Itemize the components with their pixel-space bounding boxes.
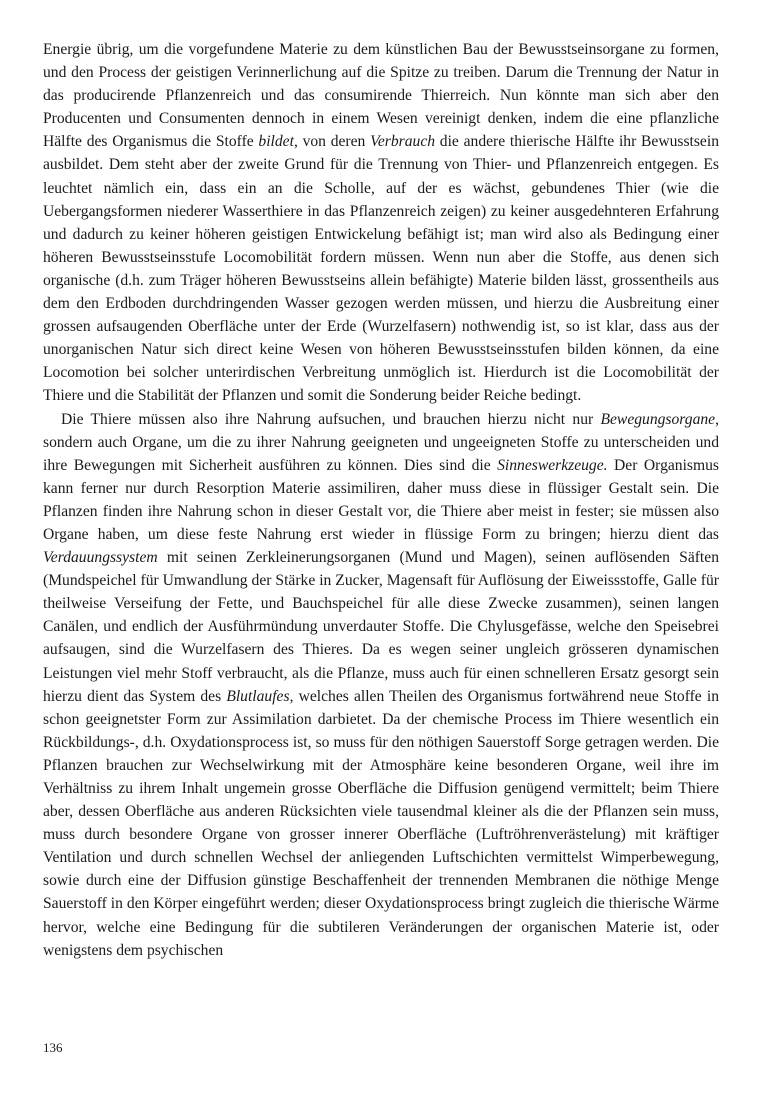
paragraph-p1 <box>43 38 719 408</box>
italic-term: Bewegungsorgane <box>600 410 716 428</box>
body-text <box>43 38 719 962</box>
page-body <box>43 38 719 962</box>
text-run: , welches allen Theilen des Organismus fortwährend neue Stoffe in schon geeignetster Form zur Assimilation darbietet. Da der chemische Process im Thiere wesentlich ein Rückbildungs-, d.h. Oxydationsprocess ist, so muss für den nöthigen Sauerstoff Sorge getragen werden. Die Pflanzen brauchen zur Wechselwirkung mit der Atmosphäre keine besonderen Organe, weil ihre im Verhältniss zu ihrem Inhalt ungemein grosse Oberfläche die Diffusion genügend vermittelt; beim Thiere aber, dessen Oberfläche aus anderen Rücksichten viele tausendmal kleiner als die der Pflanzen sein muss, muss durch besondere Organe von grosser innerer Oberfläche (Luftröhrenverästelung) mit kräftiger Ventilation und durch schnellen Wechsel der anliegenden Luftschichten vermittelst Wimperbewegung, sowie durch eine der Diffusion günstige Beschaffenheit der trennenden Membranen die nöthige Menge Sauerstoff in den Körper eingeführt werden; dieser Oxydationsprocess bringt zugleich die thierische Wärme hervor, welche eine Bedingung für die subtileren Veränderungen der organischen Materie ist, oder wenigstens dem psychischen <box>43 687 719 959</box>
text-run: , von deren <box>293 133 371 151</box>
italic-term: Blutlaufes <box>226 687 290 705</box>
italic-term: Verdauungssystem <box>43 549 158 567</box>
text-run: Die Thiere müssen also ihre Nahrung aufsuchen, und brauchen hierzu nicht nur <box>61 410 601 428</box>
italic-term: Verbrauch <box>370 133 436 151</box>
page-number: 136 <box>43 1040 63 1055</box>
text-run: die andere thierische Hälfte ihr Bewusstsein ausbildet. Dem steht aber der zweite Grund für die Trennung von Thier- und Pflanzenreich entgegen. Es leuchtet nämlich ein, dass ein an die Scholle, auf der es wächst, gebundenes Thier (wie die Uebergangsformen niederer Wasserthiere in das Pflanzenreich zeigen) zu keiner ausgedehnteren Erfahrung und dadurch zu keiner höheren geistigen Entwickelung befähigt ist; man wird also als Bedingung einer höheren Bewusstseinsstufe Locomobilität fordern müssen. Wenn nun aber die Stoffe, aus denen sich organische (d.h. zum Träger höheren Bewusstseins allein befähigte) Materie bilden lässt, grossentheils aus dem den Erdboden durchdringenden Wasser gezogen werden müssen, und hierzu die Ausbreitung einer grossen aufsaugenden Oberfläche unter der Erde (Wurzelfasern) nothwendig ist, so ist klar, dass aus der unorganischen Natur sich direct keine Wesen von höheren Bewusstseinsstufen bilden können, da eine Locomotion bei solcher unterirdischen Verbreitung unmöglich ist. Hierdurch ist die Locomobilität der Thiere und die Stabilität der Pflanzen und somit die Sonderung beider Reiche bedingt. <box>43 133 719 405</box>
text-run: Der Organismus kann ferner nur durch Resorption Materie assimiliren, daher muss diese in flüssiger Gestalt sein. Die Pflanzen finden ihre Nahrung schon in dieser Gestalt vor, die Thiere aber meist in fester; sie müssen also Organe haben, um diese feste Nahrung erst wieder in flüssige Form zu bringen; hierzu dient das <box>43 456 719 543</box>
italic-term: bildet <box>258 133 294 151</box>
text-run: mit seinen Zerkleinerungsorganen (Mund und Magen), seinen auflösenden Säften (Mundspeichel für Umwandlung der Stärke in Zucker, Magensaft für Auflösung der Eiweissstoffe, Galle für theilweise Verseifung der Fette, und Bauchspeichel für alle diese Zwecke zusammen), seinen langen Canälen, und endlich der Ausführmündung unverdauter Stoffe. Die Chylusgefässe, welche den Speisebrei aufsaugen, sind die Wurzelfasern des Thieres. Da es wegen seiner ungleich grösseren dynamischen Leistungen viel mehr Stoff verbraucht, als die Pflanze, muss auch für einen schnelleren Ersatz gesorgt sein hierzu dient das System des <box>43 549 719 705</box>
italic-term: Sinneswerkzeuge. <box>497 456 608 474</box>
text-run: , sondern auch Organe, um die zu ihrer Nahrung geeigneten und ungeeigneten Stoffe zu unterscheiden und ihre Bewegungen mit Sicherheit ausführen zu können. Dies sind die <box>43 410 719 474</box>
text-run: Energie übrig, um die vorgefundene Materie zu dem künstlichen Bau der Bewusstseinsorgane zu formen, und den Process der geistigen Verinnerlichung auf die Spitze zu treiben. Darum die Trennung der Natur in das producirende Pflanzenreich und das consumirende Thierreich. Nun könnte man sich aber den Producenten und Consumenten dennoch in einem Wesen vereinigt denken, indem die eine pflanzliche Hälfte des Organismus die Stoffe <box>43 41 719 151</box>
paragraph-p2 <box>43 408 719 962</box>
